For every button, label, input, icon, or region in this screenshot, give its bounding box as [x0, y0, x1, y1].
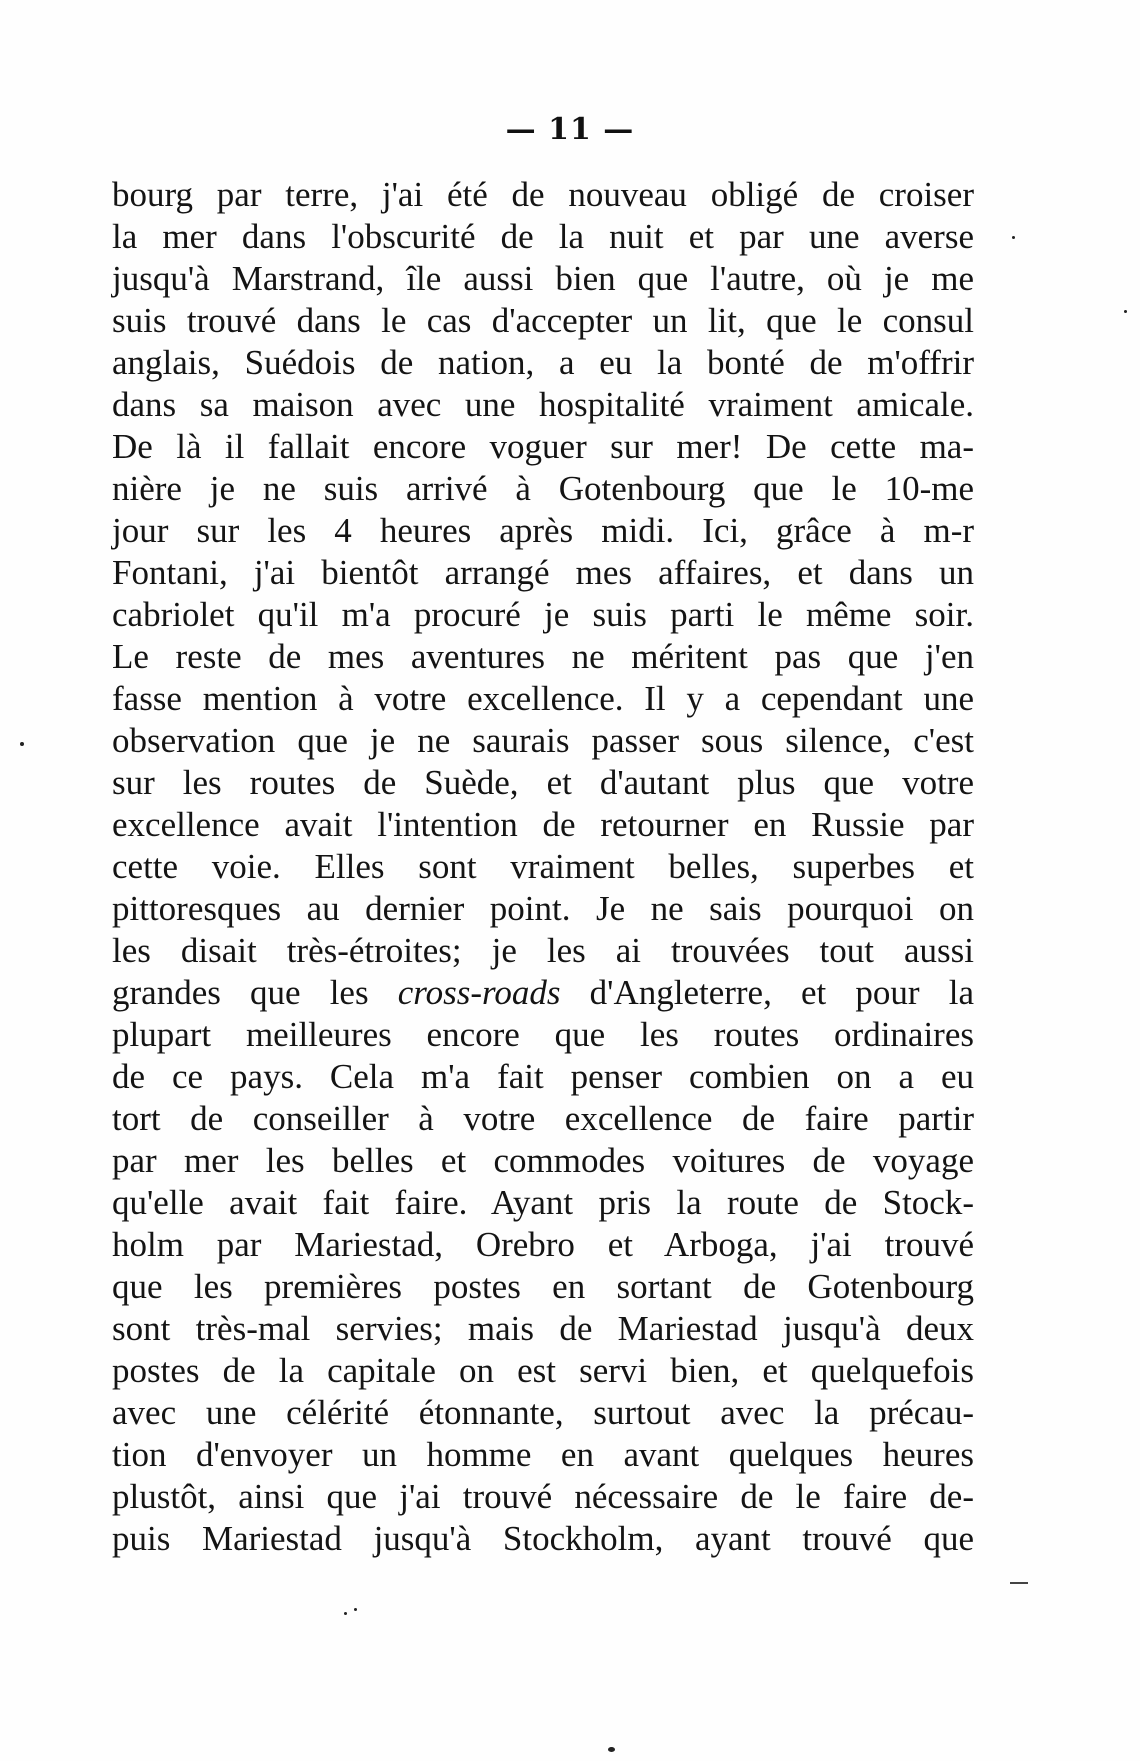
scan-speck — [344, 1612, 347, 1615]
text-line: plustôt, ainsi que j'ai trouvé nécessaire de le faire de- — [112, 1477, 974, 1516]
text-segment: d'Angleterre, et pour la — [560, 973, 974, 1012]
text-line: les disait très-étroites; je les ai trouvées tout aussi — [112, 931, 974, 970]
text-segment: grandes que les — [112, 973, 398, 1012]
text-line: pittoresques au dernier point. Je ne sais pourquoi on — [112, 889, 974, 928]
scan-speck — [608, 1747, 615, 1752]
body-text — [112, 174, 974, 1560]
text-line: nière je ne suis arrivé à Gotenbourg que le 10-me — [112, 469, 974, 508]
text-line: dans sa maison avec une hospitalité vraiment amicale. — [112, 385, 974, 424]
page-number: — 11 — — [505, 112, 635, 147]
text-line: Fontani, j'ai bientôt arrangé mes affaires, et dans un — [112, 553, 974, 592]
text-line: observation que je ne saurais passer sous silence, c'est — [112, 721, 974, 760]
text-line: Le reste de mes aventures ne méritent pas que j'en — [112, 637, 974, 676]
text-line: fasse mention à votre excellence. Il y a cependant une — [112, 679, 974, 718]
text-line: cette voie. Elles sont vraiment belles, superbes et — [112, 847, 974, 886]
text-line: anglais, Suédois de nation, a eu la bonté de m'offrir — [112, 343, 974, 382]
italic-term: cross-roads — [397, 973, 561, 1012]
text-line: avec une célérité étonnante, surtout avec la précau- — [112, 1393, 974, 1432]
text-line: excellence avait l'intention de retourner en Russie par — [112, 805, 974, 844]
scan-speck — [1124, 310, 1127, 313]
text-line: plupart meilleures encore que les routes ordinaires — [112, 1015, 974, 1054]
text-line: la mer dans l'obscurité de la nuit et par une averse — [112, 217, 974, 256]
text-line: qu'elle avait fait faire. Ayant pris la route de Stock- — [112, 1183, 974, 1222]
text-line: jusqu'à Marstrand, île aussi bien que l'autre, où je me — [112, 259, 974, 298]
text-line: De là il fallait encore voguer sur mer! De cette ma- — [112, 427, 974, 466]
text-line: bourg par terre, j'ai été de nouveau obligé de croiser — [112, 175, 974, 214]
text-line: que les premières postes en sortant de Gotenbourg — [112, 1267, 974, 1306]
scan-speck — [20, 742, 24, 746]
text-line: tion d'envoyer un homme en avant quelques heures — [112, 1435, 974, 1474]
text-line: sur les routes de Suède, et d'autant plus que votre — [112, 763, 974, 802]
scan-speck — [1012, 236, 1015, 239]
scan-mark — [1010, 1582, 1028, 1584]
text-line: tort de conseiller à votre excellence de faire partir — [112, 1099, 974, 1138]
text-line: par mer les belles et commodes voitures de voyage — [112, 1141, 974, 1180]
text-line: sont très-mal servies; mais de Mariestad jusqu'à deux — [112, 1309, 974, 1348]
text-line: holm par Mariestad, Orebro et Arboga, j'ai trouvé — [112, 1225, 974, 1264]
text-line: cabriolet qu'il m'a procuré je suis parti le même soir. — [112, 595, 974, 634]
text-line: de ce pays. Cela m'a fait penser combien on a eu — [112, 1057, 974, 1096]
text-line: puis Mariestad jusqu'à Stockholm, ayant trouvé que — [112, 1519, 974, 1558]
text-line: postes de la capitale on est servi bien, et quelquefois — [112, 1351, 974, 1390]
text-line-italic — [112, 972, 974, 1014]
text-line: jour sur les 4 heures après midi. Ici, grâce à m-r — [112, 511, 974, 550]
scan-speck — [354, 1608, 357, 1611]
text-line: suis trouvé dans le cas d'accepter un lit, que le consul — [112, 301, 974, 340]
